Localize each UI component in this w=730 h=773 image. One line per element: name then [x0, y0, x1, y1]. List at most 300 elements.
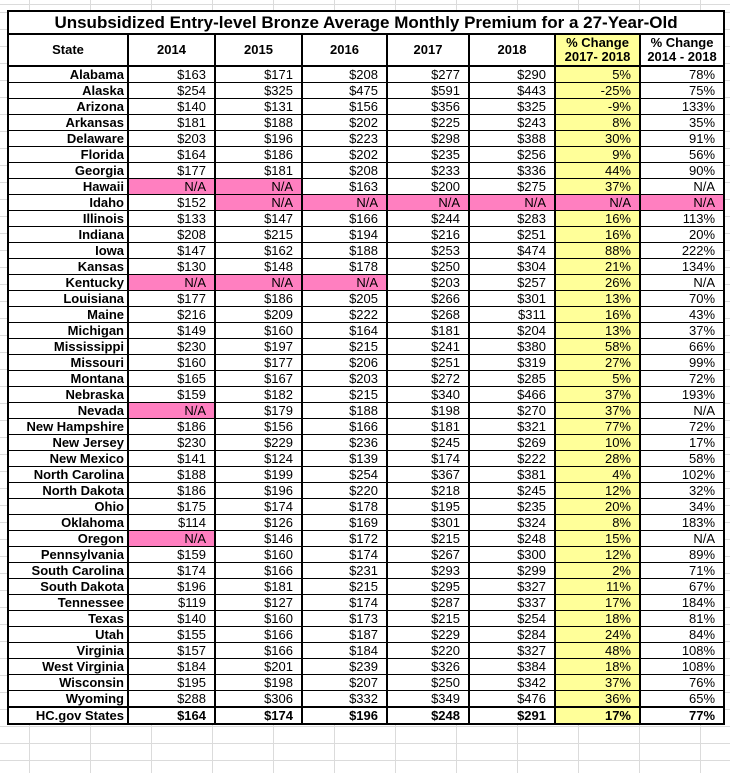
- premium-value-cell: $177: [128, 291, 215, 307]
- premium-value-cell: $181: [387, 323, 469, 339]
- premium-value-cell: $291: [469, 707, 555, 724]
- pct-change-14-18-cell: N/A: [640, 179, 724, 195]
- pct-change-14-18-cell: 91%: [640, 131, 724, 147]
- premium-value-cell: $202: [302, 147, 387, 163]
- premium-value-cell: $195: [387, 499, 469, 515]
- premium-value-cell: $220: [302, 483, 387, 499]
- premium-value-cell: $474: [469, 243, 555, 259]
- pct-change-17-18-cell: 18%: [555, 659, 640, 675]
- premium-value-cell: $254: [469, 611, 555, 627]
- premium-value-cell: $160: [215, 547, 302, 563]
- premium-value-cell: $250: [387, 259, 469, 275]
- premium-table: [7, 10, 725, 725]
- state-cell: Nebraska: [8, 387, 128, 403]
- pct-change-17-18-cell: 27%: [555, 355, 640, 371]
- pct-change-17-18-cell: N/A: [555, 195, 640, 211]
- column-header-pct-change-14-18: [640, 34, 724, 66]
- premium-value-cell: $321: [469, 419, 555, 435]
- premium-value-cell: $235: [387, 147, 469, 163]
- pct-change-17-18-cell: 16%: [555, 227, 640, 243]
- premium-value-cell: $295: [387, 579, 469, 595]
- premium-value-cell: $182: [215, 387, 302, 403]
- premium-value-cell: $239: [302, 659, 387, 675]
- pct-change-17-18-cell: 12%: [555, 547, 640, 563]
- pct-change-17-18-cell: -9%: [555, 99, 640, 115]
- premium-value-cell: $349: [387, 691, 469, 708]
- premium-value-cell: $203: [387, 275, 469, 291]
- pct-change-17-18-cell: 18%: [555, 611, 640, 627]
- table-row: [8, 451, 724, 467]
- pct-change-14-18-cell: 72%: [640, 371, 724, 387]
- pct-change-14-18-cell: 20%: [640, 227, 724, 243]
- premium-value-cell: $159: [128, 387, 215, 403]
- state-cell: Wyoming: [8, 691, 128, 708]
- premium-value-cell: $194: [302, 227, 387, 243]
- premium-value-cell: $591: [387, 83, 469, 99]
- premium-value-cell: $164: [128, 707, 215, 724]
- pct-change-14-18-cell: 90%: [640, 163, 724, 179]
- premium-value-cell: $231: [302, 563, 387, 579]
- pct-change-17-18-cell: 21%: [555, 259, 640, 275]
- premium-value-cell: $208: [302, 66, 387, 83]
- pct-change-17-18-cell: 13%: [555, 291, 640, 307]
- premium-value-cell: $141: [128, 451, 215, 467]
- premium-value-cell: $233: [387, 163, 469, 179]
- premium-value-cell: $381: [469, 467, 555, 483]
- pct-change-17-18-cell: 11%: [555, 579, 640, 595]
- pct-change-17-18-line1: % Change: [566, 35, 629, 50]
- premium-value-cell: $215: [302, 579, 387, 595]
- premium-value-cell: $188: [128, 467, 215, 483]
- table-row: [8, 467, 724, 483]
- pct-change-14-18-cell: 75%: [640, 83, 724, 99]
- premium-value-cell: N/A: [302, 275, 387, 291]
- premium-value-cell: $253: [387, 243, 469, 259]
- premium-value-cell: $178: [302, 499, 387, 515]
- premium-value-cell: $215: [215, 227, 302, 243]
- premium-value-cell: $235: [469, 499, 555, 515]
- premium-value-cell: $188: [215, 115, 302, 131]
- premium-value-cell: $325: [469, 99, 555, 115]
- table-row: [8, 579, 724, 595]
- premium-value-cell: $243: [469, 115, 555, 131]
- pct-change-14-18-cell: 222%: [640, 243, 724, 259]
- table-row: [8, 691, 724, 708]
- pct-change-14-18-cell: 67%: [640, 579, 724, 595]
- premium-value-cell: $130: [128, 259, 215, 275]
- premium-value-cell: $275: [469, 179, 555, 195]
- premium-value-cell: $179: [215, 403, 302, 419]
- premium-value-cell: $270: [469, 403, 555, 419]
- premium-value-cell: $160: [128, 355, 215, 371]
- table-row: [8, 547, 724, 563]
- premium-value-cell: $327: [469, 579, 555, 595]
- pct-change-17-18-cell: 12%: [555, 483, 640, 499]
- premium-value-cell: $324: [469, 515, 555, 531]
- state-cell: North Carolina: [8, 467, 128, 483]
- premium-value-cell: $222: [469, 451, 555, 467]
- premium-value-cell: $119: [128, 595, 215, 611]
- premium-value-cell: $245: [387, 435, 469, 451]
- premium-value-cell: N/A: [128, 275, 215, 291]
- pct-change-14-18-cell: 58%: [640, 451, 724, 467]
- state-cell: New Jersey: [8, 435, 128, 451]
- premium-value-cell: $380: [469, 339, 555, 355]
- pct-change-17-18-cell: 5%: [555, 66, 640, 83]
- table-row: [8, 66, 724, 83]
- premium-value-cell: $251: [387, 355, 469, 371]
- premium-value-cell: $269: [469, 435, 555, 451]
- pct-change-17-18-line2: 2017- 2018: [564, 49, 631, 64]
- premium-value-cell: $250: [387, 675, 469, 691]
- pct-change-17-18-cell: 26%: [555, 275, 640, 291]
- table-row: [8, 627, 724, 643]
- premium-value-cell: $284: [469, 627, 555, 643]
- premium-value-cell: $178: [302, 259, 387, 275]
- premium-value-cell: $152: [128, 195, 215, 211]
- premium-value-cell: N/A: [302, 195, 387, 211]
- premium-value-cell: $181: [215, 163, 302, 179]
- table-row: [8, 515, 724, 531]
- pct-change-14-18-cell: 32%: [640, 483, 724, 499]
- premium-value-cell: $204: [469, 323, 555, 339]
- table-row: [8, 99, 724, 115]
- state-cell: Mississippi: [8, 339, 128, 355]
- table-row: [8, 195, 724, 211]
- premium-value-cell: $201: [215, 659, 302, 675]
- premium-value-cell: $166: [215, 627, 302, 643]
- premium-value-cell: $197: [215, 339, 302, 355]
- pct-change-17-18-cell: 36%: [555, 691, 640, 708]
- premium-value-cell: $177: [215, 355, 302, 371]
- pct-change-14-18-cell: 76%: [640, 675, 724, 691]
- premium-value-cell: $325: [215, 83, 302, 99]
- table-row: [8, 307, 724, 323]
- pct-change-14-18-cell: 34%: [640, 499, 724, 515]
- state-cell: Oregon: [8, 531, 128, 547]
- premium-value-cell: $248: [469, 531, 555, 547]
- premium-value-cell: $184: [128, 659, 215, 675]
- premium-value-cell: $319: [469, 355, 555, 371]
- state-cell: Kansas: [8, 259, 128, 275]
- premium-value-cell: $311: [469, 307, 555, 323]
- premium-value-cell: $196: [302, 707, 387, 724]
- premium-value-cell: $139: [302, 451, 387, 467]
- table-row: [8, 275, 724, 291]
- premium-value-cell: $202: [302, 115, 387, 131]
- pct-change-17-18-cell: 10%: [555, 435, 640, 451]
- premium-value-cell: $174: [302, 595, 387, 611]
- premium-value-cell: $336: [469, 163, 555, 179]
- premium-value-cell: $337: [469, 595, 555, 611]
- premium-value-cell: $332: [302, 691, 387, 708]
- table-row: [8, 83, 724, 99]
- pct-change-14-18-cell: 108%: [640, 643, 724, 659]
- column-header-state: State: [8, 34, 128, 66]
- premium-value-cell: $293: [387, 563, 469, 579]
- pct-change-14-18-cell: 81%: [640, 611, 724, 627]
- premium-value-cell: $248: [387, 707, 469, 724]
- pct-change-17-18-cell: 8%: [555, 515, 640, 531]
- premium-value-cell: $164: [302, 323, 387, 339]
- state-cell: Wisconsin: [8, 675, 128, 691]
- premium-value-cell: $326: [387, 659, 469, 675]
- state-cell: South Carolina: [8, 563, 128, 579]
- state-cell: West Virginia: [8, 659, 128, 675]
- pct-change-17-18-cell: 2%: [555, 563, 640, 579]
- premium-value-cell: $216: [387, 227, 469, 243]
- premium-value-cell: $114: [128, 515, 215, 531]
- premium-value-cell: N/A: [128, 403, 215, 419]
- premium-value-cell: $218: [387, 483, 469, 499]
- premium-value-cell: $195: [128, 675, 215, 691]
- premium-value-cell: $388: [469, 131, 555, 147]
- pct-change-14-18-cell: 133%: [640, 99, 724, 115]
- premium-value-cell: $196: [215, 131, 302, 147]
- premium-value-cell: $298: [387, 131, 469, 147]
- state-cell: Hawaii: [8, 179, 128, 195]
- premium-value-cell: $356: [387, 99, 469, 115]
- premium-value-cell: $155: [128, 627, 215, 643]
- state-cell: Pennsylvania: [8, 547, 128, 563]
- premium-value-cell: $133: [128, 211, 215, 227]
- premium-value-cell: $327: [469, 643, 555, 659]
- state-cell: Texas: [8, 611, 128, 627]
- premium-value-cell: $163: [128, 66, 215, 83]
- premium-value-cell: $196: [215, 483, 302, 499]
- premium-value-cell: $230: [128, 435, 215, 451]
- state-cell: Arizona: [8, 99, 128, 115]
- premium-value-cell: $223: [302, 131, 387, 147]
- table-row: [8, 243, 724, 259]
- state-cell: Maine: [8, 307, 128, 323]
- premium-value-cell: $148: [215, 259, 302, 275]
- state-cell: Utah: [8, 627, 128, 643]
- table-row: [8, 643, 724, 659]
- premium-value-cell: $209: [215, 307, 302, 323]
- premium-value-cell: $205: [302, 291, 387, 307]
- pct-change-17-18-cell: 30%: [555, 131, 640, 147]
- state-cell: Arkansas: [8, 115, 128, 131]
- pct-change-17-18-cell: 37%: [555, 387, 640, 403]
- premium-value-cell: $171: [215, 66, 302, 83]
- premium-value-cell: $225: [387, 115, 469, 131]
- state-cell: Missouri: [8, 355, 128, 371]
- column-header-2018: 2018: [469, 34, 555, 66]
- pct-change-14-18-cell: 72%: [640, 419, 724, 435]
- pct-change-14-18-cell: 77%: [640, 707, 724, 724]
- table-row: [8, 147, 724, 163]
- premium-value-cell: $186: [128, 419, 215, 435]
- table-row: [8, 163, 724, 179]
- premium-value-cell: N/A: [128, 531, 215, 547]
- pct-change-14-18-cell: 43%: [640, 307, 724, 323]
- table-row: [8, 595, 724, 611]
- table-row: [8, 563, 724, 579]
- premium-value-cell: $149: [128, 323, 215, 339]
- premium-value-cell: $181: [128, 115, 215, 131]
- premium-value-cell: $208: [302, 163, 387, 179]
- pct-change-14-18-line1: % Change: [650, 35, 714, 50]
- premium-value-cell: $173: [302, 611, 387, 627]
- pct-change-17-18-cell: -25%: [555, 83, 640, 99]
- state-cell: Indiana: [8, 227, 128, 243]
- premium-value-cell: $184: [302, 643, 387, 659]
- premium-value-cell: $203: [128, 131, 215, 147]
- pct-change-17-18-cell: 77%: [555, 419, 640, 435]
- premium-value-cell: $476: [469, 691, 555, 708]
- pct-change-17-18-cell: 48%: [555, 643, 640, 659]
- premium-value-cell: $244: [387, 211, 469, 227]
- pct-change-17-18-cell: 88%: [555, 243, 640, 259]
- premium-value-cell: $256: [469, 147, 555, 163]
- pct-change-14-18-cell: 102%: [640, 467, 724, 483]
- premium-value-cell: $208: [128, 227, 215, 243]
- premium-value-cell: $159: [128, 547, 215, 563]
- header-row: [8, 34, 724, 66]
- table-row: [8, 323, 724, 339]
- premium-value-cell: $230: [128, 339, 215, 355]
- premium-value-cell: $163: [302, 179, 387, 195]
- premium-value-cell: $166: [302, 419, 387, 435]
- table-row: [8, 355, 724, 371]
- total-row: [8, 707, 724, 724]
- pct-change-14-18-cell: 78%: [640, 66, 724, 83]
- premium-value-cell: N/A: [215, 275, 302, 291]
- premium-value-cell: $164: [128, 147, 215, 163]
- pct-change-14-18-cell: 17%: [640, 435, 724, 451]
- state-cell: Louisiana: [8, 291, 128, 307]
- title-row: [8, 11, 724, 34]
- pct-change-14-18-cell: 183%: [640, 515, 724, 531]
- pct-change-17-18-cell: 16%: [555, 307, 640, 323]
- state-cell: Virginia: [8, 643, 128, 659]
- state-cell: Kentucky: [8, 275, 128, 291]
- premium-value-cell: $166: [215, 563, 302, 579]
- premium-value-cell: $215: [302, 339, 387, 355]
- pct-change-17-18-cell: 28%: [555, 451, 640, 467]
- premium-value-cell: $174: [302, 547, 387, 563]
- premium-value-cell: $267: [387, 547, 469, 563]
- state-cell: New Hampshire: [8, 419, 128, 435]
- table-row: [8, 115, 724, 131]
- premium-value-cell: $147: [128, 243, 215, 259]
- state-cell: Montana: [8, 371, 128, 387]
- pct-change-14-18-cell: 108%: [640, 659, 724, 675]
- premium-value-cell: $266: [387, 291, 469, 307]
- premium-value-cell: $160: [215, 323, 302, 339]
- premium-value-cell: N/A: [128, 179, 215, 195]
- premium-value-cell: $188: [302, 243, 387, 259]
- pct-change-14-18-cell: 70%: [640, 291, 724, 307]
- premium-value-cell: $166: [215, 643, 302, 659]
- premium-value-cell: N/A: [469, 195, 555, 211]
- premium-value-cell: $215: [387, 611, 469, 627]
- state-cell: Idaho: [8, 195, 128, 211]
- table-row: [8, 387, 724, 403]
- state-cell: South Dakota: [8, 579, 128, 595]
- premium-value-cell: $186: [215, 147, 302, 163]
- state-cell: Georgia: [8, 163, 128, 179]
- pct-change-17-18-cell: 16%: [555, 211, 640, 227]
- pct-change-14-18-cell: N/A: [640, 531, 724, 547]
- pct-change-14-18-cell: 71%: [640, 563, 724, 579]
- premium-value-cell: $124: [215, 451, 302, 467]
- pct-change-14-18-cell: 184%: [640, 595, 724, 611]
- premium-value-cell: $157: [128, 643, 215, 659]
- pct-change-14-18-cell: 113%: [640, 211, 724, 227]
- premium-value-cell: $229: [387, 627, 469, 643]
- premium-value-cell: $340: [387, 387, 469, 403]
- premium-value-cell: $167: [215, 371, 302, 387]
- state-cell: Oklahoma: [8, 515, 128, 531]
- premium-value-cell: $198: [387, 403, 469, 419]
- premium-value-cell: $443: [469, 83, 555, 99]
- premium-value-cell: $203: [302, 371, 387, 387]
- state-cell: Illinois: [8, 211, 128, 227]
- premium-value-cell: $198: [215, 675, 302, 691]
- premium-value-cell: $220: [387, 643, 469, 659]
- table-row: [8, 131, 724, 147]
- premium-value-cell: $283: [469, 211, 555, 227]
- premium-value-cell: $268: [387, 307, 469, 323]
- premium-value-cell: $236: [302, 435, 387, 451]
- pct-change-14-18-cell: 56%: [640, 147, 724, 163]
- column-header-pct-change-17-18: [555, 34, 640, 66]
- pct-change-17-18-cell: 13%: [555, 323, 640, 339]
- premium-value-cell: $172: [302, 531, 387, 547]
- premium-value-cell: N/A: [215, 195, 302, 211]
- premium-value-cell: $245: [469, 483, 555, 499]
- premium-value-cell: $272: [387, 371, 469, 387]
- pct-change-14-18-cell: 193%: [640, 387, 724, 403]
- premium-value-cell: $251: [469, 227, 555, 243]
- premium-value-cell: $229: [215, 435, 302, 451]
- pct-change-17-18-cell: 5%: [555, 371, 640, 387]
- table-row: [8, 499, 724, 515]
- premium-value-cell: $215: [387, 531, 469, 547]
- state-cell: HC.gov States: [8, 707, 128, 724]
- premium-value-cell: $186: [128, 483, 215, 499]
- premium-value-cell: $207: [302, 675, 387, 691]
- premium-value-cell: $254: [302, 467, 387, 483]
- premium-value-cell: $206: [302, 355, 387, 371]
- pct-change-14-18-line2: 2014 - 2018: [647, 49, 717, 64]
- table-title: Unsubsidized Entry-level Bronze Average Monthly Premium for a 27-Year-Old: [8, 11, 724, 34]
- pct-change-17-18-cell: 58%: [555, 339, 640, 355]
- table-row: [8, 659, 724, 675]
- pct-change-17-18-cell: 8%: [555, 115, 640, 131]
- premium-value-cell: $188: [302, 403, 387, 419]
- table-body: [8, 66, 724, 724]
- premium-value-cell: N/A: [387, 195, 469, 211]
- table-row: [8, 259, 724, 275]
- pct-change-17-18-cell: 24%: [555, 627, 640, 643]
- pct-change-14-18-cell: 37%: [640, 323, 724, 339]
- premium-value-cell: $166: [302, 211, 387, 227]
- premium-value-cell: $156: [215, 419, 302, 435]
- premium-value-cell: $285: [469, 371, 555, 387]
- premium-value-cell: $160: [215, 611, 302, 627]
- state-cell: Alaska: [8, 83, 128, 99]
- premium-value-cell: $200: [387, 179, 469, 195]
- premium-value-cell: $257: [469, 275, 555, 291]
- pct-change-17-18-cell: 17%: [555, 707, 640, 724]
- premium-value-cell: $186: [215, 291, 302, 307]
- table-row: [8, 435, 724, 451]
- pct-change-14-18-cell: 84%: [640, 627, 724, 643]
- premium-value-cell: $342: [469, 675, 555, 691]
